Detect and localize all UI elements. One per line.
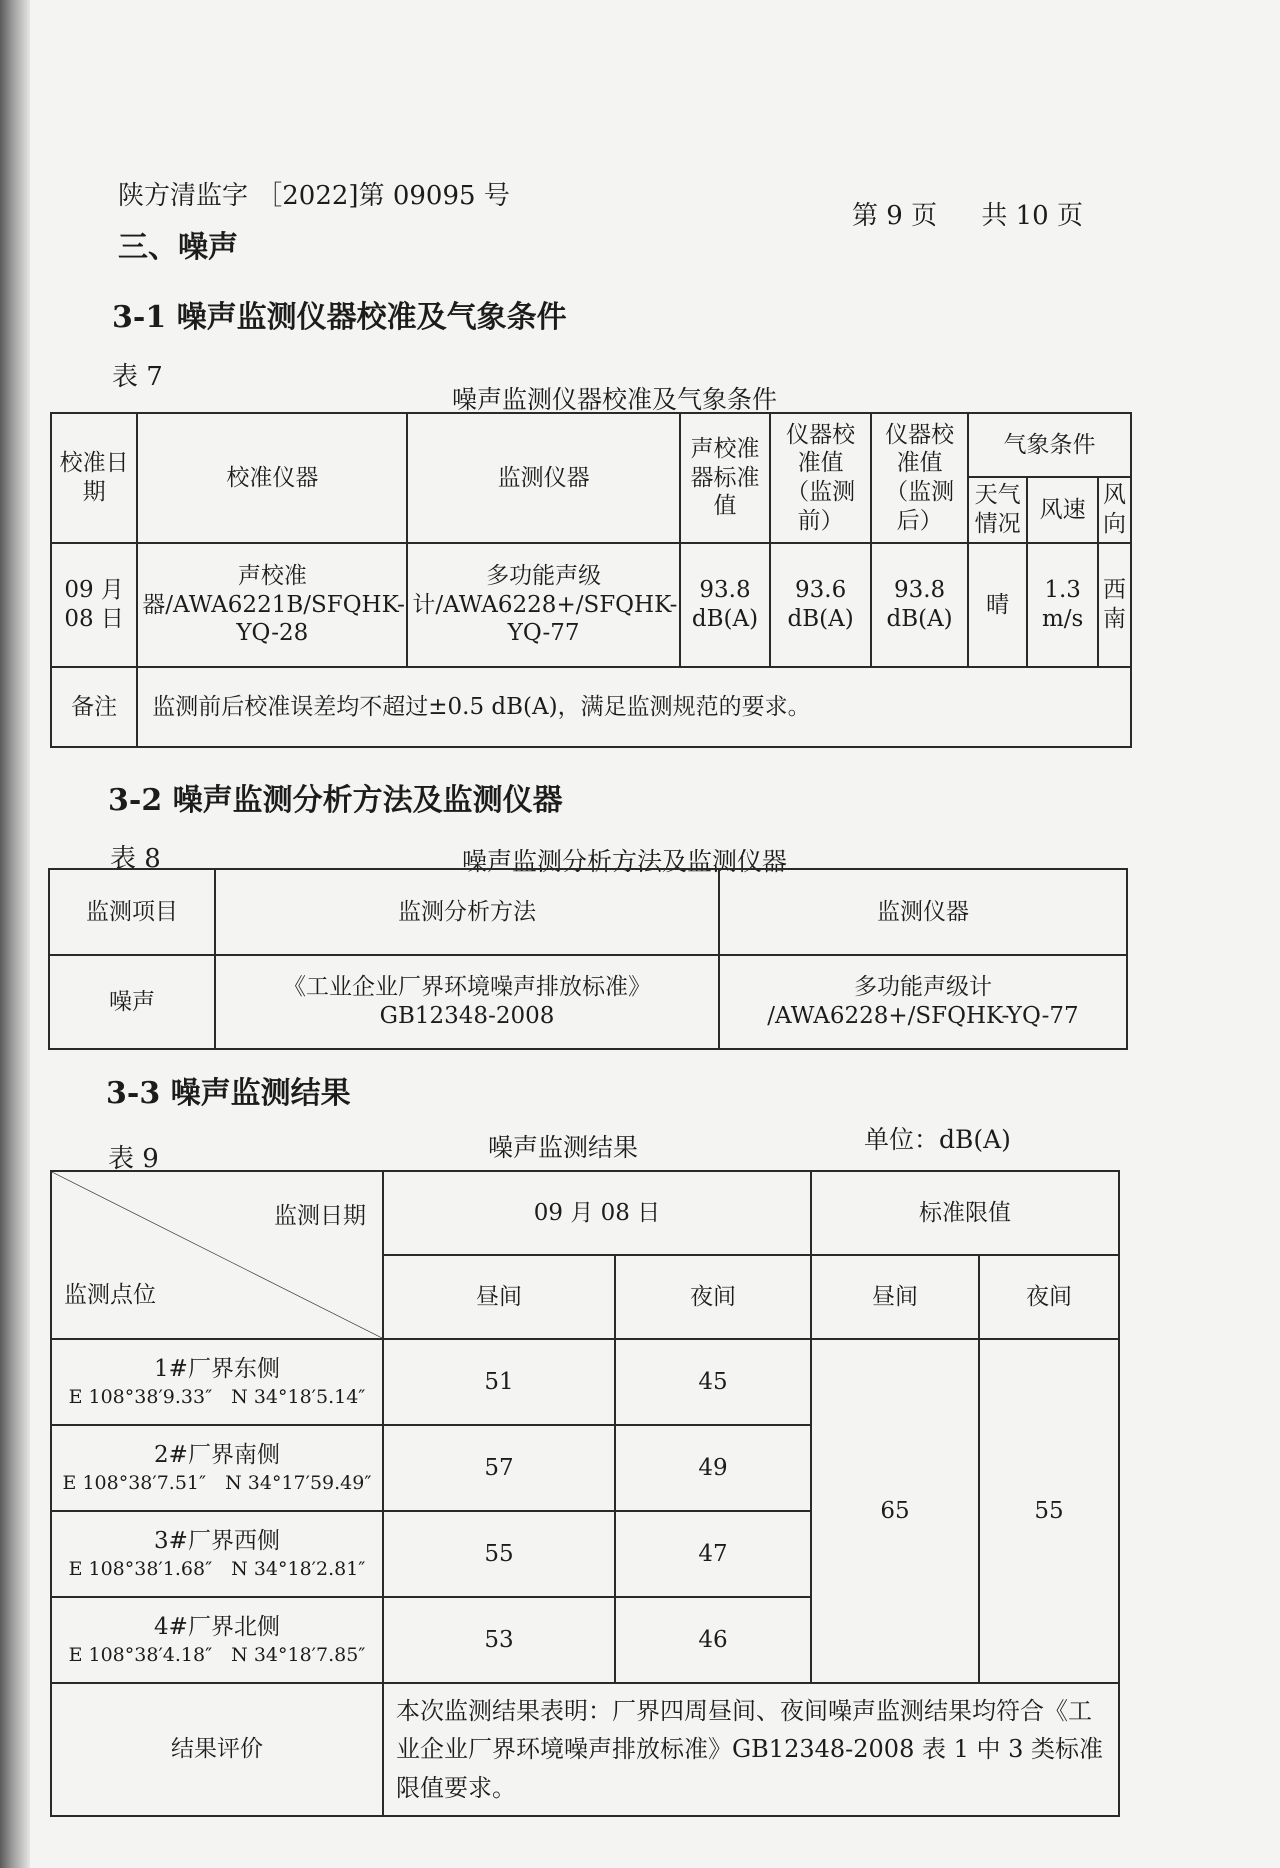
th-limit: 标准限值 bbox=[811, 1171, 1119, 1255]
eval-text: 本次监测结果表明：厂界四周昼间、夜间噪声监测结果均符合《工业企业厂界环境噪声排放标准》GB12348-2008 表 1 中 3 类标准限值要求。 bbox=[383, 1683, 1119, 1816]
point-name: 4#厂界北侧 bbox=[154, 1613, 280, 1640]
method-code: GB12348-2008 bbox=[379, 1003, 555, 1029]
point-coord: E 108°38′9.33″ N 34°18′5.14″ bbox=[68, 1385, 366, 1408]
diagonal-header-cell bbox=[51, 1171, 383, 1339]
cell-before: 93.6 dB(A) bbox=[770, 543, 871, 667]
th-item: 监测项目 bbox=[49, 869, 215, 955]
calibration-table bbox=[50, 412, 1132, 748]
instrument-model: /AWA6228+/SFQHK-YQ-77 bbox=[767, 1003, 1079, 1029]
section-title-3-2: 3-2 噪声监测分析方法及监测仪器 bbox=[108, 783, 563, 818]
header-point-label: 监测点位 bbox=[64, 1282, 156, 1309]
point-coord: E 108°38′7.51″ N 34°17′59.49″ bbox=[62, 1471, 372, 1494]
th-limit-night: 夜间 bbox=[979, 1255, 1119, 1339]
point-coord: E 108°38′1.68″ N 34°18′2.81″ bbox=[68, 1557, 366, 1580]
th-method: 监测分析方法 bbox=[215, 869, 719, 955]
page-indicator bbox=[852, 195, 1119, 232]
table-9-unit: 单位：dB(A) bbox=[864, 1125, 1011, 1154]
point-name: 3#厂界西侧 bbox=[154, 1527, 280, 1554]
cell-wind-speed: 1.3 m/s bbox=[1027, 543, 1098, 667]
cell-calib-instrument: 声校准器/AWA6221B/SFQHK-YQ-28 bbox=[137, 543, 407, 667]
note-text: 监测前后校准误差均不超过±0.5 dB(A)，满足监测规范的要求。 bbox=[137, 667, 1131, 747]
cell-monitor-instrument: 多功能声级计/AWA6228+/SFQHK-YQ-77 bbox=[407, 543, 679, 667]
th-wind-speed: 风速 bbox=[1027, 477, 1098, 543]
cell-day-value: 55 bbox=[383, 1511, 615, 1597]
cell-day-value: 51 bbox=[383, 1339, 615, 1425]
th-monitor-instrument: 监测仪器 bbox=[407, 413, 679, 543]
th-weather: 气象条件 bbox=[968, 413, 1131, 477]
point-coord: E 108°38′4.18″ N 34°18′7.85″ bbox=[68, 1643, 366, 1666]
table-9-caption: 噪声监测结果 bbox=[488, 1133, 639, 1162]
header-date-label: 监测日期 bbox=[274, 1203, 366, 1229]
th-monitor-date: 09 月 08 日 bbox=[383, 1171, 811, 1255]
th-night: 夜间 bbox=[615, 1255, 811, 1339]
instrument-name: 多功能声级计 bbox=[854, 974, 992, 1001]
table-8-caption: 噪声监测分析方法及监测仪器 bbox=[462, 847, 788, 876]
point-cell bbox=[51, 1339, 383, 1425]
point-name: 1#厂界东侧 bbox=[154, 1355, 280, 1382]
method-table bbox=[48, 868, 1128, 1050]
th-calib-date: 校准日期 bbox=[51, 413, 137, 543]
table-7-label: 表 7 bbox=[112, 362, 163, 392]
diagonal-line bbox=[52, 1172, 382, 1338]
th-std-value: 声校准器标准值 bbox=[680, 413, 770, 543]
section-title-noise: 三、噪声 bbox=[118, 230, 238, 265]
th-sky: 天气情况 bbox=[968, 477, 1027, 543]
cell-calib-date: 09 月 08 日 bbox=[51, 543, 137, 667]
cell-night-value: 49 bbox=[615, 1425, 811, 1511]
cell-limit-night: 55 bbox=[979, 1339, 1119, 1683]
cell-night-value: 46 bbox=[615, 1597, 811, 1683]
noise-result-table bbox=[50, 1170, 1120, 1817]
cell-wind-dir: 西南 bbox=[1098, 543, 1131, 667]
th-wind-dir: 风向 bbox=[1098, 477, 1131, 543]
page-number: 第 9 页 bbox=[852, 201, 938, 231]
cell-std-value: 93.8 dB(A) bbox=[680, 543, 770, 667]
cell-after: 93.8 dB(A) bbox=[871, 543, 968, 667]
page-total: 共 10 页 bbox=[981, 201, 1083, 231]
table-8-label: 表 8 bbox=[110, 844, 161, 874]
cell-instrument bbox=[719, 955, 1127, 1049]
cell-night-value: 47 bbox=[615, 1511, 811, 1597]
cell-limit-day: 65 bbox=[811, 1339, 979, 1683]
table-7-caption: 噪声监测仪器校准及气象条件 bbox=[452, 385, 778, 414]
cell-item: 噪声 bbox=[49, 955, 215, 1049]
th-day: 昼间 bbox=[383, 1255, 615, 1339]
point-cell bbox=[51, 1425, 383, 1511]
eval-label: 结果评价 bbox=[51, 1683, 383, 1816]
note-label: 备注 bbox=[51, 667, 137, 747]
point-cell bbox=[51, 1597, 383, 1683]
cell-method bbox=[215, 955, 719, 1049]
cell-day-value: 57 bbox=[383, 1425, 615, 1511]
th-instrument: 监测仪器 bbox=[719, 869, 1127, 955]
point-cell bbox=[51, 1511, 383, 1597]
cell-day-value: 53 bbox=[383, 1597, 615, 1683]
cell-night-value: 45 bbox=[615, 1339, 811, 1425]
th-limit-day: 昼间 bbox=[811, 1255, 979, 1339]
cell-sky: 晴 bbox=[968, 543, 1027, 667]
section-title-3-1: 3-1 噪声监测仪器校准及气象条件 bbox=[112, 300, 567, 335]
th-before: 仪器校准值（监测前） bbox=[770, 413, 871, 543]
th-after: 仪器校准值（监测后） bbox=[871, 413, 968, 543]
point-name: 2#厂界南侧 bbox=[154, 1441, 280, 1468]
table-9-label: 表 9 bbox=[108, 1144, 159, 1174]
method-name: 《工业企业厂界环境噪声排放标准》 bbox=[283, 974, 651, 1001]
th-calib-instrument: 校准仪器 bbox=[137, 413, 407, 543]
section-title-3-3: 3-3 噪声监测结果 bbox=[106, 1076, 351, 1111]
document-number: 陕方清监字 ［2022]第 09095 号 bbox=[118, 181, 510, 211]
